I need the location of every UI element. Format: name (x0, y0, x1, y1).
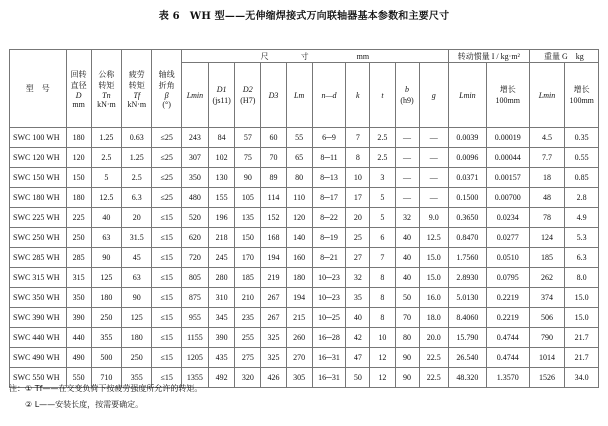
table-cell: 0.63 (122, 128, 152, 148)
table-cell: 243 (181, 128, 208, 148)
table-cell: 8.0 (565, 268, 599, 288)
table-cell: 124 (529, 228, 565, 248)
table-cell: 0.00044 (486, 148, 529, 168)
table-cell: 285 (66, 248, 91, 268)
table-cell: ≤25 (152, 128, 181, 148)
header-size-lm: Lm (286, 63, 312, 128)
table-cell: 267 (261, 288, 286, 308)
table-cell: 31.5 (122, 228, 152, 248)
table-cell: 90 (395, 348, 419, 368)
table-cell: 0.85 (565, 168, 599, 188)
table-cell: 20 (122, 208, 152, 228)
header-size-lmin: Lmin (181, 63, 208, 128)
table-cell: 8─21 (312, 248, 346, 268)
table-cell: 90 (122, 288, 152, 308)
header-size-d1: D1 (js11) (209, 63, 235, 128)
header-inertia-increment: 增长 100mm (486, 63, 529, 128)
table-cell: 40 (395, 228, 419, 248)
table-cell: 5 (370, 188, 395, 208)
table-cell: 210 (235, 288, 261, 308)
header-inertia-group: 转动惯量 I / kg·m² (449, 50, 530, 63)
table-cell: — (419, 148, 448, 168)
table-cell: 125 (91, 268, 121, 288)
table-cell: 320 (235, 368, 261, 388)
note-1: 注：① Tf——在交变负荷下按疲劳强度所允许的转矩。 (9, 384, 203, 393)
table-cell: 0.0277 (486, 228, 529, 248)
table-cell: 0.4744 (486, 328, 529, 348)
table-cell: 8─13 (312, 168, 346, 188)
table-cell: 0.0795 (486, 268, 529, 288)
table-cell: 492 (209, 368, 235, 388)
table-cell: 22.5 (419, 348, 448, 368)
table-cell: 2.8 (565, 188, 599, 208)
table-cell: ≤25 (152, 168, 181, 188)
table-cell: 185 (235, 268, 261, 288)
table-cell: 720 (181, 248, 208, 268)
table-cell: 60 (261, 128, 286, 148)
table-row (10, 348, 599, 368)
header-size-d3: D3 (261, 63, 286, 128)
table-cell: 16─31 (312, 368, 346, 388)
table-cell: 219 (261, 268, 286, 288)
table-cell: 8.4060 (449, 308, 487, 328)
table-cell: 57 (235, 128, 261, 148)
table-cell: 194 (261, 248, 286, 268)
table-cell: 490 (66, 348, 91, 368)
table-cell: 90 (91, 248, 121, 268)
table-cell: 40 (91, 208, 121, 228)
table-cell: 307 (181, 148, 208, 168)
table-cell: 84 (209, 128, 235, 148)
table-row (10, 208, 599, 228)
table-cell: 875 (181, 288, 208, 308)
table-cell: 0.0039 (449, 128, 487, 148)
table-cell: 15.790 (449, 328, 487, 348)
model-cell: SWC 550 WH (10, 368, 67, 388)
model-cell: SWC 250 WH (10, 228, 67, 248)
table-cell: 12 (370, 368, 395, 388)
table-cell: 50 (346, 368, 370, 388)
table-cell: 0.3650 (449, 208, 487, 228)
table-cell: 185 (529, 248, 565, 268)
header-inertia-lmin: Lmin (449, 63, 487, 128)
table-cell: 1.25 (122, 148, 152, 168)
table-cell: ≤25 (152, 148, 181, 168)
table-cell: 2.8930 (449, 268, 487, 288)
table-cell: 350 (181, 168, 208, 188)
table-cell: 15.0 (419, 248, 448, 268)
header-model: 型 号 (10, 50, 67, 128)
table-cell: 16─28 (312, 328, 346, 348)
table-cell: 7.7 (529, 148, 565, 168)
table-cell: ≤15 (152, 368, 181, 388)
table-row (10, 288, 599, 308)
table-cell: 168 (261, 228, 286, 248)
table-cell: 1155 (181, 328, 208, 348)
table-cell: 40 (346, 308, 370, 328)
table-cell: 140 (286, 228, 312, 248)
table-row (10, 328, 599, 348)
table-cell: 55 (286, 128, 312, 148)
table-title: 表 6 WH 型——无伸缩焊接式万向联轴器基本参数和主要尺寸 (158, 11, 450, 22)
table-cell: 90 (395, 368, 419, 388)
table-cell: 40 (395, 268, 419, 288)
table-cell: 3 (370, 168, 395, 188)
table-row (10, 228, 599, 248)
table-cell: 135 (235, 208, 261, 228)
table-cell: 2.5 (370, 128, 395, 148)
table-cell: 8 (370, 288, 395, 308)
table-cell: 0.00157 (486, 168, 529, 188)
table-cell: — (419, 128, 448, 148)
table-cell: 48.320 (449, 368, 487, 388)
table-cell: 70 (395, 308, 419, 328)
table-cell: 275 (235, 348, 261, 368)
table-cell: 1526 (529, 368, 565, 388)
table-cell: 47 (346, 348, 370, 368)
table-row (10, 168, 599, 188)
table-cell: 0.2219 (486, 288, 529, 308)
table-cell: 16.0 (419, 288, 448, 308)
table-cell: — (419, 188, 448, 208)
table-cell: 8─19 (312, 228, 346, 248)
table-cell: 955 (181, 308, 208, 328)
table-cell: 260 (286, 328, 312, 348)
table-cell: 1.7560 (449, 248, 487, 268)
model-cell: SWC 315 WH (10, 268, 67, 288)
table-cell: ≤15 (152, 248, 181, 268)
table-cell: 0.8470 (449, 228, 487, 248)
table-cell: 325 (261, 328, 286, 348)
table-cell: 0.0371 (449, 168, 487, 188)
table-cell: 390 (66, 308, 91, 328)
table-cell: 90 (235, 168, 261, 188)
table-body (10, 128, 599, 388)
table-row (10, 188, 599, 208)
table-cell: 218 (209, 228, 235, 248)
table-cell: 150 (66, 168, 91, 188)
table-cell: 550 (66, 368, 91, 388)
table-cell: 75 (235, 148, 261, 168)
table-cell: 50 (395, 288, 419, 308)
table-cell: 325 (261, 348, 286, 368)
table-cell: 80 (395, 328, 419, 348)
table-cell: 790 (529, 328, 565, 348)
table-cell: 280 (209, 268, 235, 288)
header-size-d2: D2 (H7) (235, 63, 261, 128)
table-cell: 125 (122, 308, 152, 328)
header-size-k: k (346, 63, 370, 128)
table-cell: 374 (529, 288, 565, 308)
table-cell: 0.35 (565, 128, 599, 148)
table-cell: 1014 (529, 348, 565, 368)
table-cell: 170 (235, 248, 261, 268)
table-cell: 0.2219 (486, 308, 529, 328)
table-cell: 345 (209, 308, 235, 328)
table-cell: 15.0 (565, 288, 599, 308)
table-cell: 267 (261, 308, 286, 328)
table-cell: 7 (370, 248, 395, 268)
table-cell: 355 (122, 368, 152, 388)
table-cell: 12 (370, 348, 395, 368)
table-cell: 120 (286, 208, 312, 228)
model-cell: SWC 490 WH (10, 348, 67, 368)
table-cell: 500 (91, 348, 121, 368)
table-cell: 5 (91, 168, 121, 188)
table-cell: 110 (286, 188, 312, 208)
table-cell: ≤15 (152, 348, 181, 368)
table-cell: 130 (209, 168, 235, 188)
table-cell: ≤15 (152, 228, 181, 248)
model-cell: SWC 440 WH (10, 328, 67, 348)
header-nominal-torque: 公称 转矩 Tn kN·m (91, 50, 121, 128)
table-cell: 196 (209, 208, 235, 228)
table-cell: 506 (529, 308, 565, 328)
table-cell: ≤15 (152, 308, 181, 328)
table-cell: 435 (209, 348, 235, 368)
table-cell: 440 (66, 328, 91, 348)
model-cell: SWC 390 WH (10, 308, 67, 328)
table-cell: 2.5 (370, 148, 395, 168)
note-2: ② L——安装长度，按需要确定。 (25, 400, 144, 409)
table-cell: 1355 (181, 368, 208, 388)
model-cell: SWC 180 WH (10, 188, 67, 208)
table-cell: 16─31 (312, 348, 346, 368)
table-cell: 8─22 (312, 208, 346, 228)
table-cell: 18 (529, 168, 565, 188)
table-cell: 78 (529, 208, 565, 228)
table-cell: 245 (209, 248, 235, 268)
table-cell: 180 (91, 288, 121, 308)
table-cell: 225 (66, 208, 91, 228)
table-cell: 8─17 (312, 188, 346, 208)
table-cell: 0.0234 (486, 208, 529, 228)
table-cell: 8 (346, 148, 370, 168)
table-cell: 2.5 (122, 168, 152, 188)
table-cell: 0.1500 (449, 188, 487, 208)
table-cell: 35 (346, 288, 370, 308)
table-cell: 80 (286, 168, 312, 188)
table-cell: 8 (370, 268, 395, 288)
table-cell: 250 (66, 228, 91, 248)
table-cell: 160 (286, 248, 312, 268)
table-cell: 0.0510 (486, 248, 529, 268)
table-cell: 21.7 (565, 348, 599, 368)
table-cell: 120 (66, 148, 91, 168)
table-cell: 520 (181, 208, 208, 228)
table-cell: 27 (346, 248, 370, 268)
table-cell: 262 (529, 268, 565, 288)
model-cell: SWC 285 WH (10, 248, 67, 268)
table-row (10, 308, 599, 328)
table-cell: 250 (122, 348, 152, 368)
table-cell: 4.5 (529, 128, 565, 148)
table-cell: 0.55 (565, 148, 599, 168)
table-cell: 6.3 (122, 188, 152, 208)
table-cell: 102 (209, 148, 235, 168)
table-cell: 805 (181, 268, 208, 288)
table-cell: 12.5 (419, 228, 448, 248)
table-cell: 355 (91, 328, 121, 348)
table-cell: 20.0 (419, 328, 448, 348)
table-cell: 17 (346, 188, 370, 208)
table-cell: 40 (395, 248, 419, 268)
header-weight-increment: 增长 100mm (565, 63, 599, 128)
table-row (10, 248, 599, 268)
header-size-b: b (h9) (395, 63, 419, 128)
table-cell: 48 (529, 188, 565, 208)
table-cell: 2.5 (91, 148, 121, 168)
table-cell: 8 (370, 308, 395, 328)
table-cell: 15.0 (419, 268, 448, 288)
table-cell: 4.9 (565, 208, 599, 228)
table-cell: 89 (261, 168, 286, 188)
table-cell: 32 (395, 208, 419, 228)
table-cell: ≤15 (152, 268, 181, 288)
table-cell: 350 (66, 288, 91, 308)
table-cell: 180 (66, 128, 91, 148)
model-cell: SWC 120 WH (10, 148, 67, 168)
table-cell: 26.540 (449, 348, 487, 368)
table-cell: 5.3 (565, 228, 599, 248)
table-cell: — (395, 188, 419, 208)
table-cell: — (419, 168, 448, 188)
table-cell: 235 (235, 308, 261, 328)
table-cell: 6─9 (312, 128, 346, 148)
table-cell: 63 (91, 228, 121, 248)
table-cell: 5.0130 (449, 288, 487, 308)
table-cell: 10 (346, 168, 370, 188)
model-cell: SWC 225 WH (10, 208, 67, 228)
table-cell: 5 (370, 208, 395, 228)
table-cell: 155 (209, 188, 235, 208)
header-size-group: 尺 寸 mm (181, 50, 448, 63)
header-size-n-d: n—d (312, 63, 346, 128)
table-cell: 620 (181, 228, 208, 248)
header-size-t: t (370, 63, 395, 128)
model-cell: SWC 100 WH (10, 128, 67, 148)
table-cell: 114 (261, 188, 286, 208)
table-cell: 250 (91, 308, 121, 328)
table-cell: 21.7 (565, 328, 599, 348)
table-cell: ≤25 (152, 188, 181, 208)
notes (9, 381, 202, 413)
table-cell: 8─11 (312, 148, 346, 168)
table-cell: 10─23 (312, 288, 346, 308)
table-cell: 34.0 (565, 368, 599, 388)
table-cell: ≤15 (152, 328, 181, 348)
table-cell: — (395, 148, 419, 168)
table-cell: 45 (122, 248, 152, 268)
table-cell: 0.4744 (486, 348, 529, 368)
table-cell: 150 (235, 228, 261, 248)
table-cell: 70 (261, 148, 286, 168)
table-cell: 65 (286, 148, 312, 168)
table-cell: ≤15 (152, 208, 181, 228)
header-weight-group: 重量 G kg (529, 50, 598, 63)
table-cell: 0.00019 (486, 128, 529, 148)
header-fatigue-torque: 疲劳 转矩 Tf kN·m (122, 50, 152, 128)
table-cell: 10─23 (312, 268, 346, 288)
table-cell: 22.5 (419, 368, 448, 388)
table-cell: 255 (235, 328, 261, 348)
table-cell: ≤15 (152, 288, 181, 308)
table-row (10, 148, 599, 168)
table-cell: 63 (122, 268, 152, 288)
table-cell: — (395, 168, 419, 188)
header-size-g: g (419, 63, 448, 128)
table-row (10, 268, 599, 288)
table-cell: 7 (346, 128, 370, 148)
model-cell: SWC 350 WH (10, 288, 67, 308)
header-weight-lmin: Lmin (529, 63, 565, 128)
table-cell: 215 (286, 308, 312, 328)
table-cell: 12.5 (91, 188, 121, 208)
table-cell: 20 (346, 208, 370, 228)
table-cell: 315 (66, 268, 91, 288)
table-cell: 25 (346, 228, 370, 248)
table-cell: 1.25 (91, 128, 121, 148)
table-cell: 180 (122, 328, 152, 348)
table-cell: 105 (235, 188, 261, 208)
table-cell: 9.0 (419, 208, 448, 228)
table-cell: 310 (209, 288, 235, 308)
header-rotation-diameter: 回转 直径 D mm (66, 50, 91, 128)
table-cell: 1.3570 (486, 368, 529, 388)
table-cell: 6.3 (565, 248, 599, 268)
table-cell: — (395, 128, 419, 148)
table-row (10, 128, 599, 148)
table-cell: 10 (370, 328, 395, 348)
table-cell: 10─25 (312, 308, 346, 328)
table-cell: 426 (261, 368, 286, 388)
table-cell: 270 (286, 348, 312, 368)
header-axis-angle: 轴线 折角 β (°) (152, 50, 181, 128)
table-cell: 480 (181, 188, 208, 208)
table-cell: 15.0 (565, 308, 599, 328)
table-cell: 6 (370, 228, 395, 248)
table-cell: 194 (286, 288, 312, 308)
table-cell: 180 (66, 188, 91, 208)
table-cell: 0.00700 (486, 188, 529, 208)
table-cell: 152 (261, 208, 286, 228)
table-cell: 390 (209, 328, 235, 348)
table-cell: 42 (346, 328, 370, 348)
table-cell: 1205 (181, 348, 208, 368)
table-cell: 18.0 (419, 308, 448, 328)
table-cell: 32 (346, 268, 370, 288)
table-cell: 0.0096 (449, 148, 487, 168)
table-cell: 180 (286, 268, 312, 288)
spec-table (9, 49, 599, 388)
table-cell: 305 (286, 368, 312, 388)
table-cell: 710 (91, 368, 121, 388)
model-cell: SWC 150 WH (10, 168, 67, 188)
